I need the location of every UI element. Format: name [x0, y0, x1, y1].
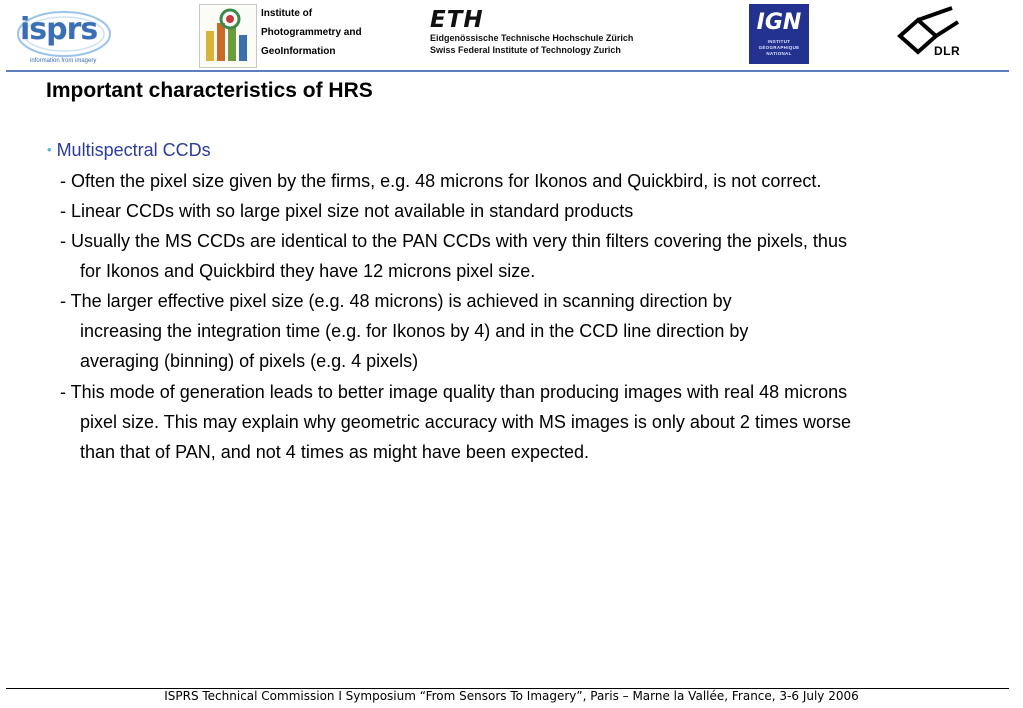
isprs-logo: [16, 6, 116, 68]
body-line: - This mode of generation leads to better image quality than producing images with real 48 microns: [60, 382, 848, 402]
slide-header: [0, 0, 1023, 74]
ipi-logo: [199, 4, 257, 68]
body-line: for Ikonos and Quickbird they have 12 microns pixel size.: [80, 261, 536, 281]
dlr-wordmark: DLR: [934, 44, 961, 58]
body-line: - Usually the MS CCDs are identical to the PAN CCDs with very thin filters covering the pixels, thus: [60, 231, 847, 251]
ipi-name: [261, 4, 362, 61]
body-line: - Often the pixel size given by the firms, e.g. 48 microns for Ikonos and Quickbird, is not correct.: [60, 171, 822, 191]
ign-subtitle-line: NATIONAL: [766, 51, 792, 56]
ign-logo: [749, 4, 809, 64]
ign-wordmark: IGN: [756, 10, 802, 35]
body-line: than that of PAN, and not 4 times as might have been expected.: [80, 442, 589, 462]
isprs-wordmark: isprs: [20, 12, 98, 47]
header-divider: [6, 70, 1009, 72]
bullet-heading: [47, 140, 211, 161]
body-line: - Linear CCDs with so large pixel size not available in standard products: [60, 201, 634, 221]
slide-title: Important characteristics of HRS: [46, 79, 373, 102]
body-line: - The larger effective pixel size (e.g. 48 microns) is achieved in scanning direction by: [60, 291, 732, 311]
bullet-dot-icon: •: [47, 142, 52, 157]
bullet-heading-text: Multispectral CCDs: [56, 140, 211, 160]
body-line: pixel size. This may explain why geometric accuracy with MS images is only about 2 times worse: [80, 412, 851, 432]
ipi-line: GeoInformation: [261, 46, 336, 57]
isprs-tagline: information from imagery: [30, 58, 97, 64]
ipi-line: Photogrammetry and: [261, 27, 362, 38]
body-line: averaging (binning) of pixels (e.g. 4 pixels): [80, 351, 419, 371]
eth-english-name: Swiss Federal Institute of Technology Zurich: [430, 45, 621, 55]
eth-logo: [430, 8, 633, 56]
eth-german-name: Eidgenössische Technische Hochschule Zürich: [430, 33, 634, 43]
eth-wordmark: ETH: [430, 7, 484, 33]
ipi-line: Institute of: [261, 8, 313, 19]
body-line: increasing the integration time (e.g. for Ikonos by 4) and in the CCD line direction by: [80, 321, 749, 341]
ipi-emblem-icon: [200, 5, 256, 67]
ign-subtitle: [749, 39, 809, 57]
ign-subtitle-line: GÉOGRAPHIQUE: [758, 45, 800, 50]
ign-subtitle-line: INSTITUT: [767, 39, 791, 44]
footer-caption: ISPRS Technical Commission I Symposium “From Sensors To Imagery”, Paris – Marne la Vallée, France, 3-6 July 2006: [164, 689, 859, 703]
